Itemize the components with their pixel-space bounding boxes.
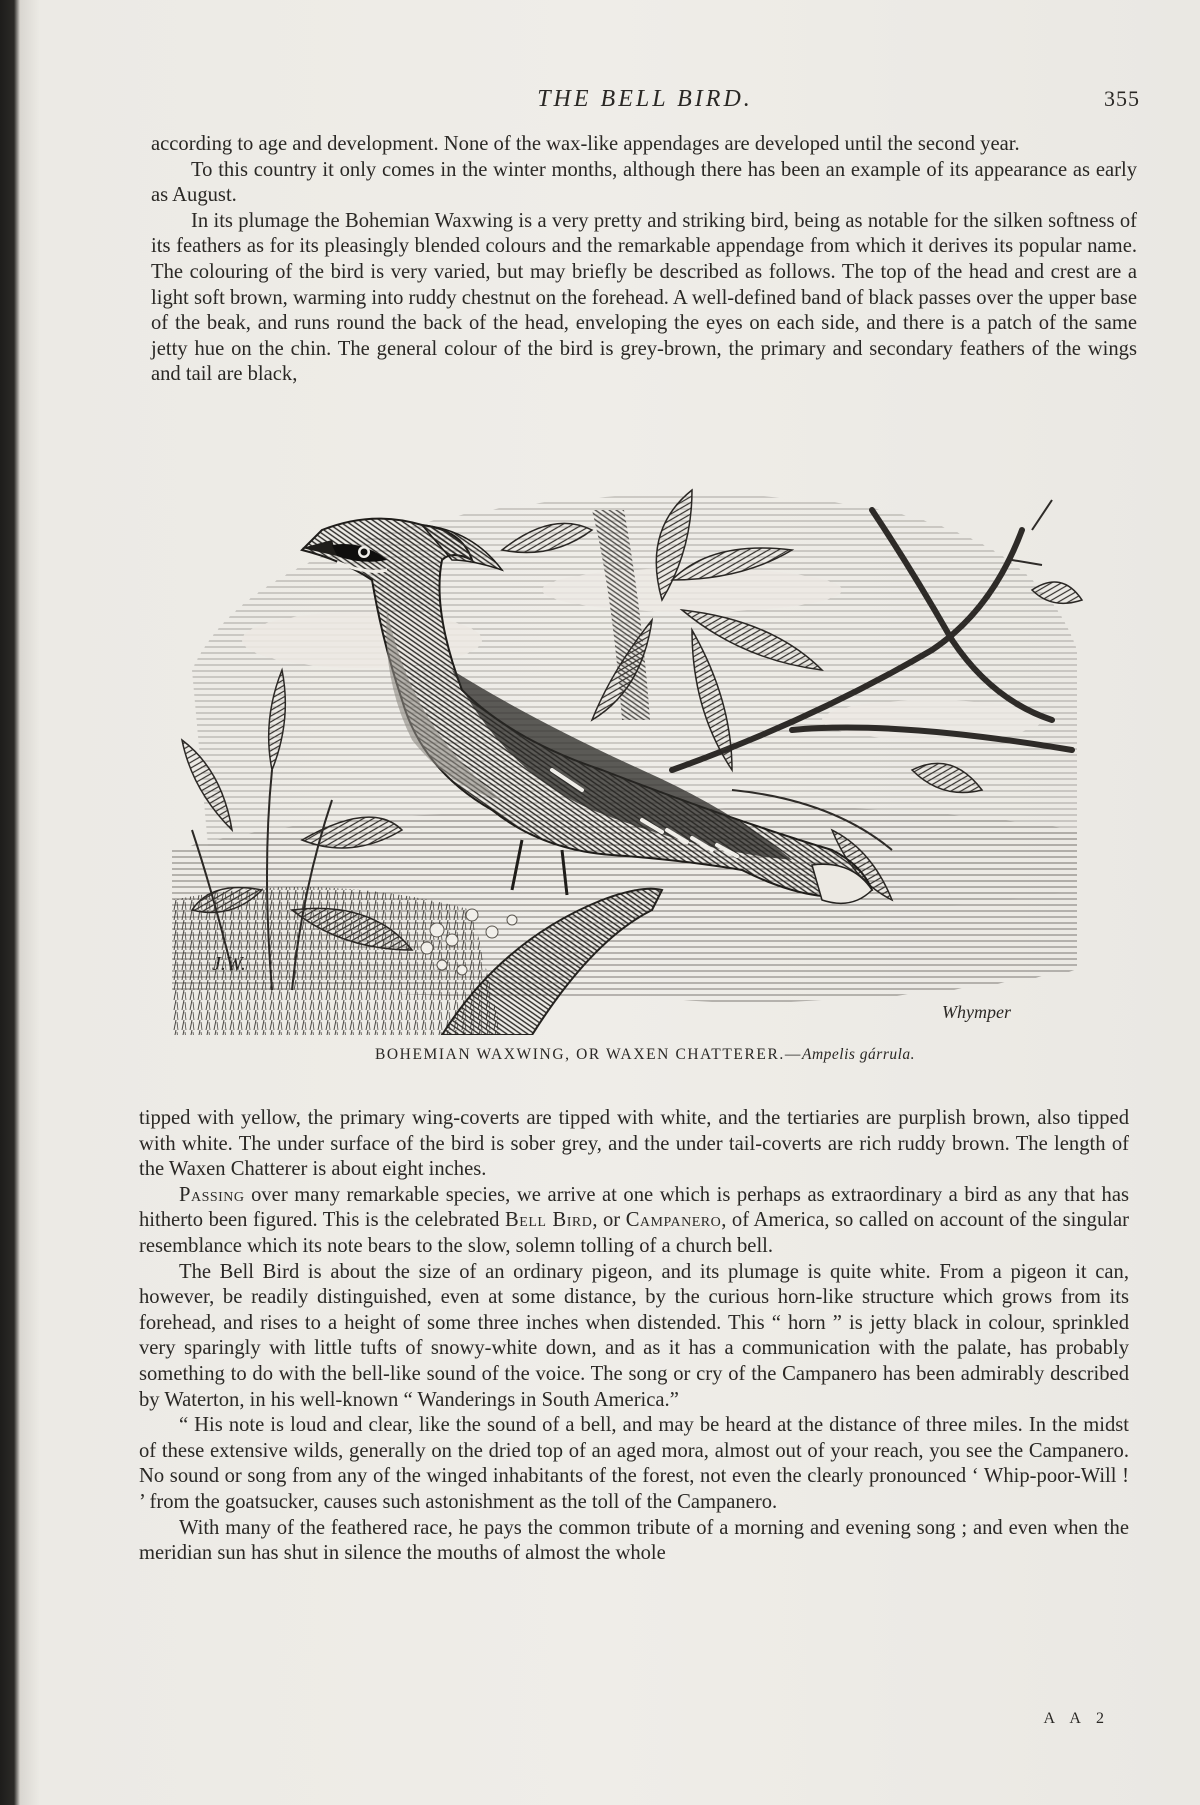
paragraph-continuation: according to age and development. None of the wax-like appendages are developed until the second year. xyxy=(151,133,1020,155)
bottom-text-block xyxy=(139,1106,1129,1567)
small-caps-campanero: Campanero xyxy=(625,1209,722,1232)
paragraph-winter-months: To this country it only comes in the winter months, although there has been an example of its appearance as early as August. xyxy=(151,158,1137,207)
page-header xyxy=(150,86,1140,120)
text-run: , of America, so called on account of the singular resemblance which its note bears to the slow, solemn tolling of a church bell. xyxy=(139,1209,1129,1257)
top-text-block xyxy=(151,132,1137,388)
paragraph-feathered-race: With many of the feathered race, he pays the common tribute of a morning and evening song ; and even when the meridian sun has shut in silence the mouths of almost the whole xyxy=(139,1516,1129,1565)
engraver-mark-right: Whymper xyxy=(942,1002,1011,1022)
paragraph-bell-bird-intro xyxy=(139,1183,1129,1260)
small-caps-passing: Passing xyxy=(179,1183,245,1206)
text-run: , or xyxy=(592,1209,626,1232)
running-title: THE BELL BIRD. xyxy=(537,86,753,112)
engraver-mark-left: J.W. xyxy=(212,953,246,975)
illustration-caption xyxy=(150,1046,1140,1064)
page-number: 355 xyxy=(1104,86,1140,111)
waxwing-engraving xyxy=(172,470,1102,1035)
waxwing-engraving-svg xyxy=(172,470,1102,1035)
paragraph-bell-bird-description: The Bell Bird is about the size of an ordinary pigeon, and its plumage is quite white. From a pigeon it can, however, be readily distinguished, even at some distance, by the curious horn-like structure which grows from its forehead, and rises to a height of some three inches when distended. This “ horn ” is jetty black in colour, sprinkled very sparingly with little tufts of snowy-white down, and as it has a communication with the palate, has probably something to do with the bell-like sound of the voice. The song or cry of the Campanero has been admirably described by Waterton, in his well-known “ Wanderings in South America.” xyxy=(139,1260,1129,1411)
paragraph-plumage: In its plumage the Bohemian Waxwing is a very pretty and striking bird, being as notable for the silken softness of its feathers as for its pleasingly blended colours and the remarkable appendage from which it derives its popular name. The colouring of the bird is very varied, but may briefly be described as follows. The top of the head and crest are a light soft brown, warming into ruddy chestnut on the forehead. A well-defined band of black passes over the upper base of the beak, and runs round the back of the head, enveloping the eyes on each side, and there is a patch of the same jetty hue on the chin. The general colour of the bird is grey-brown, the primary and secondary feathers of the wings and tail are black, xyxy=(151,209,1137,386)
printer-signature-mark: A A 2 xyxy=(1043,1710,1110,1727)
caption-main: BOHEMIAN WAXWING, OR WAXEN CHATTERER.— xyxy=(374,1046,802,1063)
caption-latin-name: Ampelis gárrula. xyxy=(801,1046,916,1063)
text-run: over many remarkable species, we arrive at one which is perhaps as extraordinary a bird as any that has hitherto been figured. This is the celebrated xyxy=(139,1183,1129,1232)
paragraph-waterton-quote: “ His note is loud and clear, like the sound of a bell, and may be heard at the distance of three miles. In the midst of these extensive wilds, generally on the dried top of an aged mora, almost out of your reach, you see the Campanero. No sound or song from any of the winged inhabitants of the forest, not even the clearly pronounced ‘ Whip-poor-Will ! ’ from the goatsucker, causes such astonishment as the toll of the Campanero. xyxy=(139,1414,1129,1513)
small-caps-bell-bird: Bell Bird xyxy=(505,1209,593,1232)
paragraph-tipped-yellow: tipped with yellow, the primary wing-coverts are tipped with white, and the tertiaries are purplish brown, also tipped with white. The under surface of the bird is sober grey, and the under tail-coverts are rich ruddy brown. The length of the Waxen Chatterer is about eight inches. xyxy=(139,1107,1129,1181)
